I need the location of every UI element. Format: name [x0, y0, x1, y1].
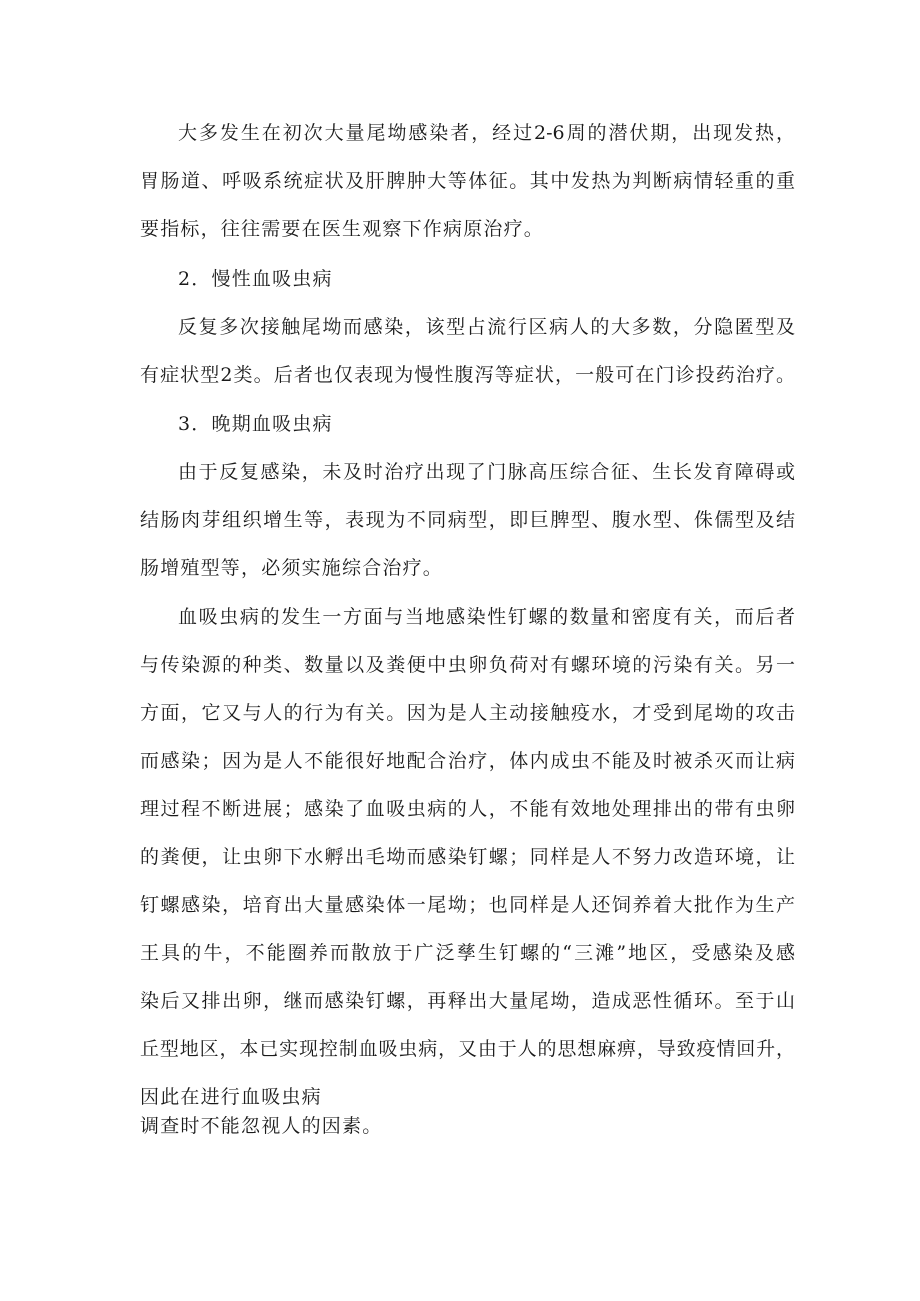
- section-heading: 2．慢性血吸虫病: [178, 268, 333, 290]
- text-line: 调查时不能忽视人的因素。: [140, 1115, 383, 1137]
- text-line: 方面，它又与人的行为有关。因为是人主动接触疫水，才受到尾坳的攻击: [140, 702, 795, 724]
- text-line: 血吸虫病的发生一方面与当地感染性钉螺的数量和密度有关，而后者: [178, 606, 795, 628]
- text-line: 结肠肉芽组织增生等，表现为不同病型，即巨脾型、腹水型、侏儒型及结: [140, 509, 795, 531]
- text-line: 因此在进行血吸虫病: [140, 1086, 322, 1108]
- text-line: 而感染；因为是人不能很好地配合治疗，体内成虫不能及时被杀灭而让病: [140, 750, 795, 772]
- section-heading: 3．晚期血吸虫病: [178, 413, 333, 435]
- text-line: 与传染源的种类、数量以及粪便中虫卵负荷对有螺环境的污染有关。另一: [140, 654, 795, 676]
- text-line: 胃肠道、呼吸系统症状及肝脾肿大等体征。其中发热为判断病情轻重的重: [140, 170, 795, 192]
- text-line: 的粪便，让虫卵下水孵出毛坳而感染钉螺；同样是人不努力改造环境，让: [140, 846, 795, 868]
- text-line: 钉螺感染，培育出大量感染体一尾坳；也同样是人还饲养着大批作为生产: [140, 894, 795, 916]
- text-line: 反复多次接触尾坳而感染，该型占流行区病人的大多数，分隐匿型及: [178, 316, 795, 338]
- text-line: 要指标，往往需要在医生观察下作病原治疗。: [140, 218, 545, 240]
- text-line: 王具的牛，不能圈养而散放于广泛孳生钉螺的“三滩”地区，受感染及感: [140, 942, 795, 964]
- text-line: 理过程不断进展；感染了血吸虫病的人，不能有效地处理排出的带有虫卵: [140, 798, 795, 820]
- text-line: 丘型地区，本已实现控制血吸虫病，又由于人的思想麻痹，导致疫情回升，: [140, 1038, 795, 1060]
- text-line: 由于反复感染，未及时治疗出现了门脉高压综合征、生长发育障碍或: [178, 461, 795, 483]
- text-line: 大多发生在初次大量尾坳感染者，经过2-6周的潜伏期，出现发热，: [178, 122, 795, 144]
- text-line: 染后又排出卵，继而感染钉螺，再释出大量尾坳，造成恶性循环。至于山: [140, 990, 795, 1012]
- text-line: 有症状型2类。后者也仅表现为慢性腹泻等症状，一般可在门诊投药治疗。: [140, 364, 795, 386]
- text-line: 肠增殖型等，必须实施综合治疗。: [140, 557, 444, 579]
